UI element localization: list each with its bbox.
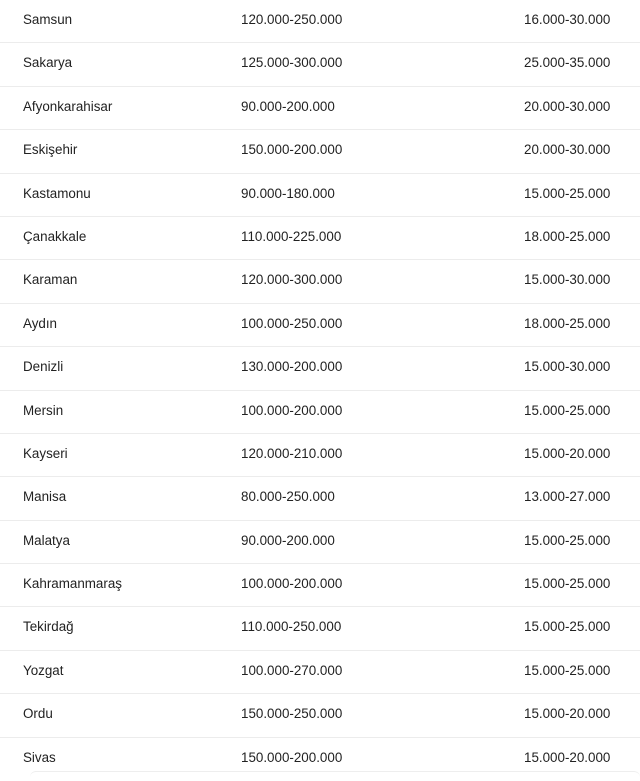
range-b-cell: 15.000-25.000 xyxy=(524,651,610,693)
range-b-cell: 15.000-25.000 xyxy=(524,174,610,216)
range-a-cell: 100.000-200.000 xyxy=(241,564,342,606)
range-a-cell: 125.000-300.000 xyxy=(241,43,342,85)
range-a-cell: 110.000-225.000 xyxy=(241,217,341,259)
range-b-cell: 15.000-25.000 xyxy=(524,391,610,433)
range-b-cell: 15.000-25.000 xyxy=(524,564,610,606)
range-a-cell: 110.000-250.000 xyxy=(241,607,341,649)
table-row xyxy=(0,651,640,694)
range-b-cell: 20.000-30.000 xyxy=(524,130,610,172)
range-b-cell: 18.000-25.000 xyxy=(524,304,610,346)
city-cell: Çanakkale xyxy=(23,217,86,259)
range-b-cell: 15.000-20.000 xyxy=(524,694,610,736)
range-a-cell: 130.000-200.000 xyxy=(241,347,342,389)
range-a-cell: 120.000-300.000 xyxy=(241,260,342,302)
table-row xyxy=(0,260,640,303)
city-cell: Eskişehir xyxy=(23,130,77,172)
city-cell: Sivas xyxy=(23,738,56,780)
table-row xyxy=(0,87,640,130)
range-a-cell: 150.000-200.000 xyxy=(241,130,342,172)
city-cell: Sakarya xyxy=(23,43,72,85)
range-a-cell: 120.000-210.000 xyxy=(241,434,342,476)
city-cell: Denizli xyxy=(23,347,63,389)
table-row xyxy=(0,347,640,390)
table-row xyxy=(0,391,640,434)
table-row xyxy=(0,564,640,607)
table-row xyxy=(0,43,640,86)
city-cell: Tekirdağ xyxy=(23,607,74,649)
city-cell: Malatya xyxy=(23,521,70,563)
range-b-cell: 20.000-30.000 xyxy=(524,87,610,129)
city-cell: Yozgat xyxy=(23,651,63,693)
city-cell: Kayseri xyxy=(23,434,68,476)
range-b-cell: 15.000-20.000 xyxy=(524,738,610,780)
range-a-cell: 150.000-250.000 xyxy=(241,694,342,736)
table-row xyxy=(0,607,640,650)
table-row xyxy=(0,0,640,43)
city-cell: Afyonkarahisar xyxy=(23,87,112,129)
range-a-cell: 150.000-200.000 xyxy=(241,738,342,780)
range-b-cell: 15.000-30.000 xyxy=(524,260,610,302)
range-a-cell: 80.000-250.000 xyxy=(241,477,335,519)
city-cell: Kahramanmaraş xyxy=(23,564,122,606)
range-a-cell: 100.000-200.000 xyxy=(241,391,342,433)
range-b-cell: 15.000-30.000 xyxy=(524,347,610,389)
range-a-cell: 100.000-250.000 xyxy=(241,304,342,346)
city-cell: Manisa xyxy=(23,477,66,519)
range-b-cell: 18.000-25.000 xyxy=(524,217,610,259)
city-cell: Ordu xyxy=(23,694,53,736)
table-row xyxy=(0,694,640,737)
range-b-cell: 15.000-25.000 xyxy=(524,521,610,563)
range-b-cell: 13.000-27.000 xyxy=(524,477,610,519)
table-row xyxy=(0,521,640,564)
city-cell: Kastamonu xyxy=(23,174,91,216)
range-a-cell: 100.000-270.000 xyxy=(241,651,342,693)
range-a-cell: 90.000-180.000 xyxy=(241,174,335,216)
city-cell: Mersin xyxy=(23,391,63,433)
table-row xyxy=(0,477,640,520)
table-row xyxy=(0,174,640,217)
range-b-cell: 25.000-35.000 xyxy=(524,43,610,85)
range-b-cell: 16.000-30.000 xyxy=(524,0,610,42)
table-row xyxy=(0,434,640,477)
city-cell: Karaman xyxy=(23,260,77,302)
table-row xyxy=(0,130,640,173)
table-row xyxy=(0,304,640,347)
table-row xyxy=(0,217,640,260)
range-a-cell: 90.000-200.000 xyxy=(241,87,335,129)
city-cell: Aydın xyxy=(23,304,57,346)
range-b-cell: 15.000-25.000 xyxy=(524,607,610,649)
city-cell: Samsun xyxy=(23,0,72,42)
range-a-cell: 90.000-200.000 xyxy=(241,521,335,563)
range-a-cell: 120.000-250.000 xyxy=(241,0,342,42)
bottom-edge-divider xyxy=(30,771,640,778)
range-b-cell: 15.000-20.000 xyxy=(524,434,610,476)
